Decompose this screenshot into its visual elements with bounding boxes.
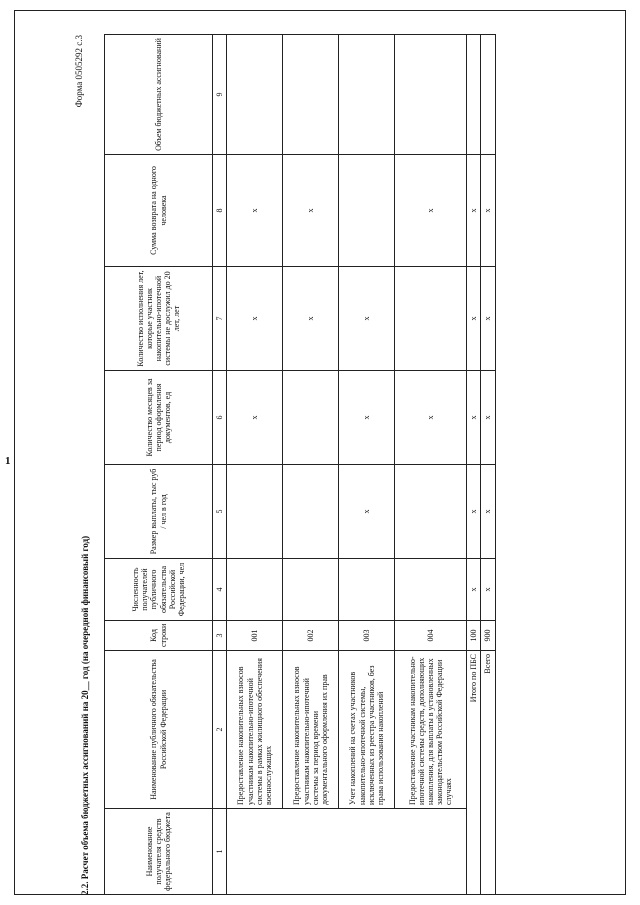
- cell-count: [395, 559, 467, 621]
- col-number: 8: [213, 155, 227, 267]
- cell-payment: x: [467, 465, 481, 559]
- cell-volume: [227, 35, 283, 155]
- header-years: Количество исполнения лет, которые участник накопительно-ипотечной системы не дослужил до 20 лет, лет: [105, 267, 213, 371]
- cell-payment: [283, 465, 339, 559]
- col-number: 3: [213, 621, 227, 651]
- cell-count: [227, 559, 283, 621]
- header-payment: Размер выплаты, тыс руб / чел в год: [105, 465, 213, 559]
- cell-volume: [481, 35, 495, 155]
- header-count: Численность получателей публичного обязательства Российской Федерации, чел: [105, 559, 213, 621]
- header-refund: Сумма возврата на одного человека: [105, 155, 213, 267]
- cell-years: x: [283, 267, 339, 371]
- cell-years: [395, 267, 467, 371]
- col-number: 1: [213, 809, 227, 895]
- cell-volume: [467, 35, 481, 155]
- page-title: 2.2. Расчет объема бюджетных ассигнований на 20__ год (на очередной финансовый год): [80, 535, 90, 895]
- cell-refund: x: [481, 155, 495, 267]
- cell-years: x: [467, 267, 481, 371]
- budget-table: [104, 34, 496, 895]
- cell-volume: [395, 35, 467, 155]
- col-number: 5: [213, 465, 227, 559]
- cell-years: x: [227, 267, 283, 371]
- cell-count: x: [481, 559, 495, 621]
- cell-months: x: [395, 371, 467, 465]
- total-all-row: [481, 35, 495, 895]
- col-number: 6: [213, 371, 227, 465]
- cell-refund: x: [227, 155, 283, 267]
- cell-volume: [283, 35, 339, 155]
- header-row: [105, 35, 213, 895]
- cell-years: x: [481, 267, 495, 371]
- cell-years: x: [339, 267, 395, 371]
- obligation-name: Предоставление накопительных взносов участникам накопительно-ипотечной системы в рамках жилищного обеспечения военнослужащих: [227, 651, 283, 809]
- cell-months: x: [227, 371, 283, 465]
- cell-months: x: [481, 371, 495, 465]
- table-row: [395, 35, 467, 895]
- cell-refund: [339, 155, 395, 267]
- cell-months: x: [467, 371, 481, 465]
- obligation-name: Предоставление накопительных взносов участникам накопительно-ипотечной системы за период времени документального оформления их прав: [283, 651, 339, 809]
- cell-months: x: [339, 371, 395, 465]
- table-row: [339, 35, 395, 895]
- form-code: Форма 0505292 с.3: [74, 35, 84, 108]
- header-code: Код строки: [105, 621, 213, 651]
- total-all-label: Всего: [481, 651, 495, 895]
- rotated-sheet: [74, 35, 640, 895]
- recipient-cell: [227, 809, 467, 895]
- total-pbs-label: Итого по ПБС: [467, 651, 481, 895]
- row-code: 004: [395, 621, 467, 651]
- row-code: 002: [283, 621, 339, 651]
- row-code: 001: [227, 621, 283, 651]
- row-code: 900: [481, 621, 495, 651]
- cell-payment: [395, 465, 467, 559]
- header-obligation: Наименование публичного обязательства Российской Федерации: [105, 651, 213, 809]
- header-months: Количество месяцев за период оформления документов, ед: [105, 371, 213, 465]
- cell-months: [283, 371, 339, 465]
- cell-payment: x: [339, 465, 395, 559]
- col-number: 2: [213, 651, 227, 809]
- obligation-name: Учет накоплений на счетах участников накопительно-ипотечной системы, исключенных из реестра участников, без права использования накоплений: [339, 651, 395, 809]
- header-recipient: Наименование получателя средств федерального бюджета: [105, 809, 213, 895]
- cell-refund: x: [467, 155, 481, 267]
- table-row: [283, 35, 339, 895]
- cell-payment: [227, 465, 283, 559]
- column-number-row: [213, 35, 227, 895]
- cell-refund: x: [283, 155, 339, 267]
- row-code: 100: [467, 621, 481, 651]
- obligation-name: Предоставление участникам накопительно-ипотечной системы средств, дополняющих накопления, для выплаты в установленных законодательством Российской Федерации случаях: [395, 651, 467, 809]
- header-volume: Объем бюджетных ассигнований: [105, 35, 213, 155]
- cell-volume: [339, 35, 395, 155]
- table-row: [227, 35, 283, 895]
- cell-refund: x: [395, 155, 467, 267]
- col-number: 9: [213, 35, 227, 155]
- cell-count: [339, 559, 395, 621]
- col-number: 7: [213, 267, 227, 371]
- cell-payment: x: [481, 465, 495, 559]
- cell-count: x: [467, 559, 481, 621]
- side-mark: 1: [5, 455, 11, 467]
- row-code: 003: [339, 621, 395, 651]
- col-number: 4: [213, 559, 227, 621]
- cell-count: [283, 559, 339, 621]
- total-pbs-row: [467, 35, 481, 895]
